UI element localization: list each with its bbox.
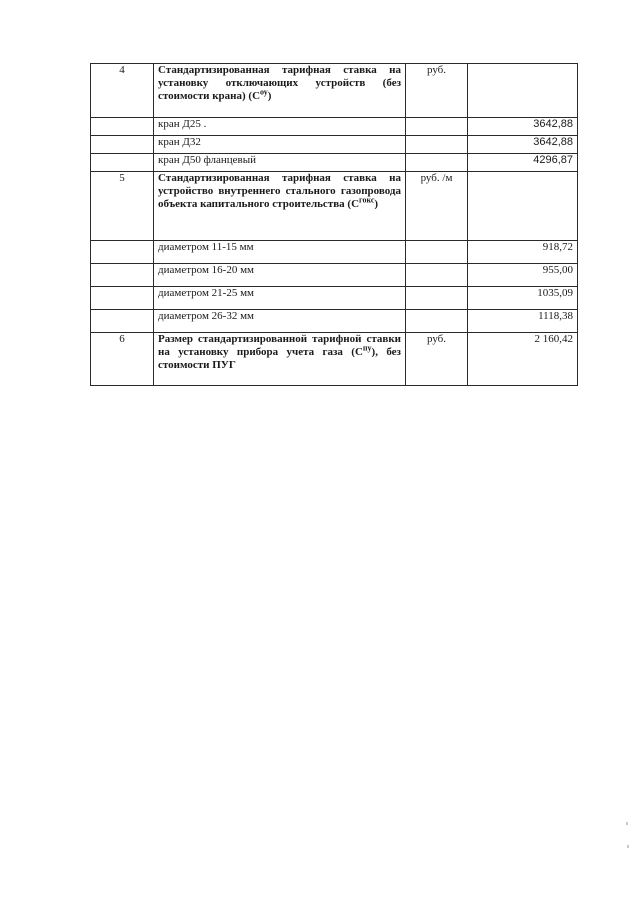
item-value: 918,72 bbox=[468, 241, 578, 264]
item-description: диаметром 16-20 мм bbox=[154, 264, 406, 287]
tariff-title: Стандартизированная тарифная ставка на установку отключающих устройств (без стоимости крана) $(С^{оу})$ bbox=[154, 64, 406, 118]
item-value: 3642,88 bbox=[468, 136, 578, 154]
item-description: кран Д32 bbox=[154, 136, 406, 154]
value-cell bbox=[468, 64, 578, 118]
item-value: 1118,38 bbox=[468, 310, 578, 333]
scan-speck bbox=[627, 845, 629, 848]
unit-cell: руб. bbox=[406, 333, 468, 386]
item-description: диаметром 26-32 мм bbox=[154, 310, 406, 333]
table-row bbox=[91, 287, 578, 310]
table-row bbox=[91, 264, 578, 287]
row-number: 6 bbox=[91, 333, 154, 386]
row-number: 5 bbox=[91, 172, 154, 241]
table-row bbox=[91, 333, 578, 386]
scan-speck bbox=[626, 822, 628, 825]
unit-cell: руб. bbox=[406, 64, 468, 118]
table-row bbox=[91, 154, 578, 172]
item-value: 2 160,42 bbox=[468, 333, 578, 386]
table-row bbox=[91, 241, 578, 264]
table-row bbox=[91, 310, 578, 333]
item-description: кран Д50 фланцевый bbox=[154, 154, 406, 172]
item-description: диаметром 21-25 мм bbox=[154, 287, 406, 310]
item-description: кран Д25 . bbox=[154, 118, 406, 136]
table-row bbox=[91, 136, 578, 154]
unit-cell: руб. /м bbox=[406, 172, 468, 241]
item-value: 955,00 bbox=[468, 264, 578, 287]
table-row bbox=[91, 64, 578, 118]
row-number: 4 bbox=[91, 64, 154, 118]
item-value: 1035,09 bbox=[468, 287, 578, 310]
table-row bbox=[91, 172, 578, 241]
tariff-table bbox=[90, 63, 578, 386]
item-description: диаметром 11-15 мм bbox=[154, 241, 406, 264]
tariff-title: Стандартизированная тарифная ставка на устройство внутреннего стального газопровода объекта капитального строительства $(С^{гокс})$ bbox=[154, 172, 406, 241]
value-cell bbox=[468, 172, 578, 241]
item-value: 4296,87 bbox=[468, 154, 578, 172]
table-row bbox=[91, 118, 578, 136]
tariff-title: Размер стандартизированной тарифной ставки на установку прибора учета газа $(С^{пу})$, без стоимости ПУГ bbox=[154, 333, 406, 386]
item-value: 3642,88 bbox=[468, 118, 578, 136]
